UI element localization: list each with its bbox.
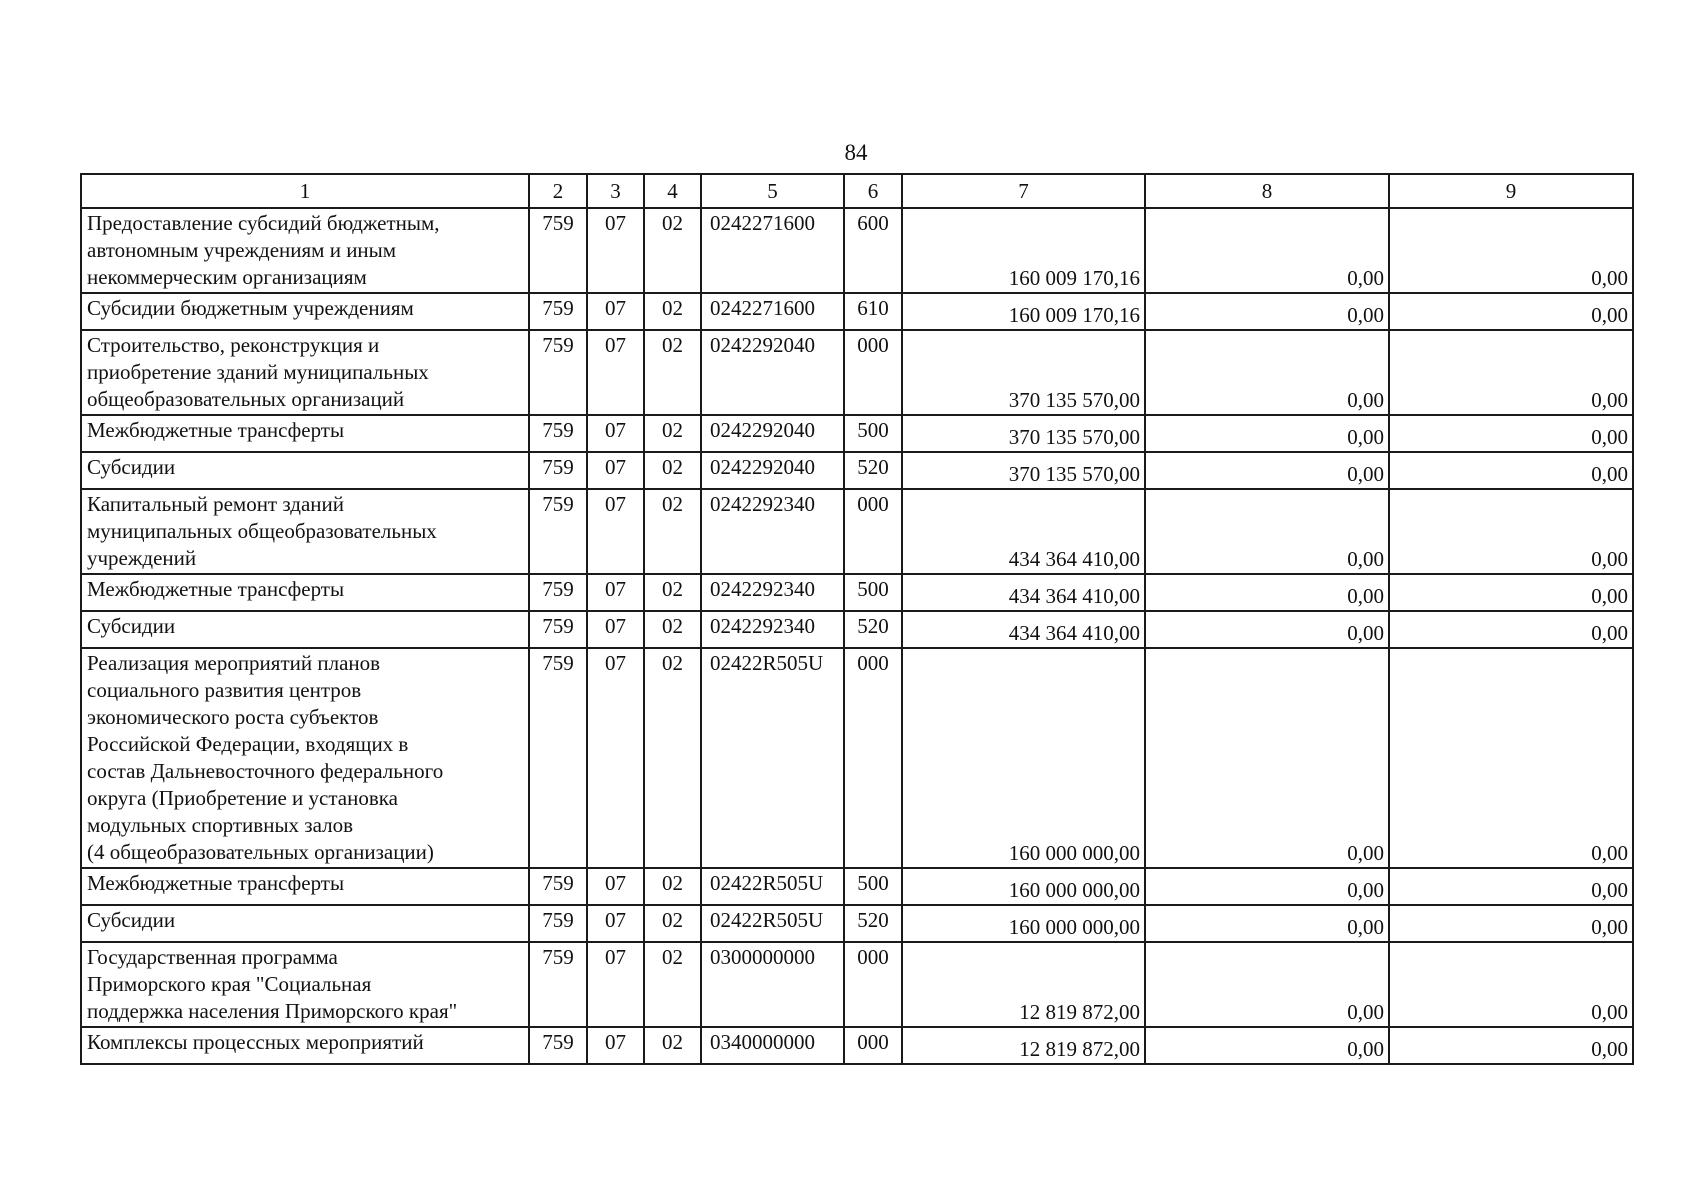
row-name-cell: Межбюджетные трансферты [81,868,529,905]
amount-col9-cell: 0,00 [1389,293,1633,330]
section-cell: 07 [587,489,644,574]
column-header: 3 [587,174,644,208]
target-article-cell: 02422R505U [701,905,844,942]
admin-code-cell: 759 [529,942,587,1027]
admin-code-cell: 759 [529,489,587,574]
amount-col9-cell: 0,00 [1389,489,1633,574]
row-name-cell: Государственная программа Приморского края "Социальная поддержка населения Приморского края" [81,942,529,1027]
admin-code-cell: 759 [529,611,587,648]
row-name-cell: Субсидии [81,611,529,648]
expense-type-cell: 520 [844,905,902,942]
page-number: 84 [844,140,868,165]
admin-code-cell: 759 [529,293,587,330]
amount-col9-cell: 0,00 [1389,611,1633,648]
table-row [81,415,1633,452]
expense-type-cell: 520 [844,611,902,648]
table-row [81,452,1633,489]
subsection-cell: 02 [644,868,701,905]
amount-col9-cell: 0,00 [1389,574,1633,611]
row-name-cell: Межбюджетные трансферты [81,415,529,452]
amount-col7-cell: 160 000 000,00 [902,648,1145,868]
amount-col7-cell: 370 135 570,00 [902,330,1145,415]
subsection-cell: 02 [644,1027,701,1064]
row-name-cell: Комплексы процессных мероприятий [81,1027,529,1064]
admin-code-cell: 759 [529,208,587,293]
target-article-cell: 0242292340 [701,611,844,648]
amount-col9-cell: 0,00 [1389,905,1633,942]
target-article-cell: 0242271600 [701,208,844,293]
amount-col9-cell: 0,00 [1389,208,1633,293]
target-article-cell: 02422R505U [701,648,844,868]
section-cell: 07 [587,208,644,293]
table-row [81,648,1633,868]
column-header: 4 [644,174,701,208]
table-row [81,1027,1633,1064]
admin-code-cell: 759 [529,415,587,452]
amount-col7-cell: 12 819 872,00 [902,1027,1145,1064]
amount-col8-cell: 0,00 [1145,648,1389,868]
amount-col7-cell: 370 135 570,00 [902,452,1145,489]
target-article-cell: 0242292340 [701,574,844,611]
subsection-cell: 02 [644,489,701,574]
admin-code-cell: 759 [529,330,587,415]
row-name-cell: Предоставление субсидий бюджетным, автономным учреждениям и иным некоммерческим организациям [81,208,529,293]
table-row [81,942,1633,1027]
row-name-cell: Строительство, реконструкция и приобретение зданий муниципальных общеобразовательных организаций [81,330,529,415]
section-cell: 07 [587,611,644,648]
section-cell: 07 [587,574,644,611]
target-article-cell: 02422R505U [701,868,844,905]
amount-col9-cell: 0,00 [1389,942,1633,1027]
budget-table [80,173,1634,1065]
amount-col8-cell: 0,00 [1145,452,1389,489]
section-cell: 07 [587,293,644,330]
admin-code-cell: 759 [529,868,587,905]
amount-col8-cell: 0,00 [1145,489,1389,574]
section-cell: 07 [587,452,644,489]
amount-col7-cell: 160 009 170,16 [902,293,1145,330]
admin-code-cell: 759 [529,452,587,489]
amount-col8-cell: 0,00 [1145,905,1389,942]
section-cell: 07 [587,330,644,415]
column-header: 8 [1145,174,1389,208]
column-header: 6 [844,174,902,208]
subsection-cell: 02 [644,905,701,942]
expense-type-cell: 000 [844,648,902,868]
amount-col8-cell: 0,00 [1145,415,1389,452]
target-article-cell: 0242292340 [701,489,844,574]
amount-col7-cell: 434 364 410,00 [902,489,1145,574]
column-header: 7 [902,174,1145,208]
column-header: 1 [81,174,529,208]
amount-col7-cell: 370 135 570,00 [902,415,1145,452]
amount-col9-cell: 0,00 [1389,415,1633,452]
amount-col7-cell: 160 000 000,00 [902,905,1145,942]
amount-col7-cell: 434 364 410,00 [902,574,1145,611]
subsection-cell: 02 [644,293,701,330]
target-article-cell: 0242292040 [701,330,844,415]
amount-col8-cell: 0,00 [1145,942,1389,1027]
expense-type-cell: 000 [844,330,902,415]
table-row [81,574,1633,611]
section-cell: 07 [587,415,644,452]
amount-col8-cell: 0,00 [1145,868,1389,905]
amount-col9-cell: 0,00 [1389,648,1633,868]
row-name-cell: Субсидии [81,905,529,942]
subsection-cell: 02 [644,330,701,415]
expense-type-cell: 000 [844,942,902,1027]
amount-col8-cell: 0,00 [1145,293,1389,330]
section-cell: 07 [587,1027,644,1064]
amount-col9-cell: 0,00 [1389,452,1633,489]
amount-col9-cell: 0,00 [1389,868,1633,905]
subsection-cell: 02 [644,942,701,1027]
subsection-cell: 02 [644,611,701,648]
expense-type-cell: 500 [844,415,902,452]
column-header: 2 [529,174,587,208]
expense-type-cell: 600 [844,208,902,293]
amount-col9-cell: 0,00 [1389,1027,1633,1064]
header-row [81,174,1633,208]
subsection-cell: 02 [644,648,701,868]
target-article-cell: 0340000000 [701,1027,844,1064]
amount-col8-cell: 0,00 [1145,1027,1389,1064]
table-row [81,868,1633,905]
amount-col7-cell: 12 819 872,00 [902,942,1145,1027]
admin-code-cell: 759 [529,905,587,942]
table-row [81,330,1633,415]
subsection-cell: 02 [644,574,701,611]
expense-type-cell: 000 [844,1027,902,1064]
expense-type-cell: 520 [844,452,902,489]
admin-code-cell: 759 [529,648,587,868]
target-article-cell: 0242292040 [701,415,844,452]
expense-type-cell: 610 [844,293,902,330]
column-header: 5 [701,174,844,208]
table-row [81,905,1633,942]
table-row [81,611,1633,648]
subsection-cell: 02 [644,208,701,293]
expense-type-cell: 500 [844,868,902,905]
expense-type-cell: 500 [844,574,902,611]
row-name-cell: Реализация мероприятий планов социального развития центров экономического роста субъектов Российской Федерации, входящих в состав Дальневосточного федерального округа (Приобретение и установка модульных спортивных залов (4 общеобразовательных организации) [81,648,529,868]
subsection-cell: 02 [644,415,701,452]
column-header: 9 [1389,174,1633,208]
amount-col8-cell: 0,00 [1145,208,1389,293]
admin-code-cell: 759 [529,574,587,611]
amount-col7-cell: 160 000 000,00 [902,868,1145,905]
amount-col9-cell: 0,00 [1389,330,1633,415]
target-article-cell: 0242292040 [701,452,844,489]
target-article-cell: 0242271600 [701,293,844,330]
expense-type-cell: 000 [844,489,902,574]
amount-col7-cell: 160 009 170,16 [902,208,1145,293]
row-name-cell: Межбюджетные трансферты [81,574,529,611]
section-cell: 07 [587,648,644,868]
subsection-cell: 02 [644,452,701,489]
row-name-cell: Субсидии [81,452,529,489]
amount-col8-cell: 0,00 [1145,574,1389,611]
admin-code-cell: 759 [529,1027,587,1064]
amount-col8-cell: 0,00 [1145,330,1389,415]
target-article-cell: 0300000000 [701,942,844,1027]
table-row [81,293,1633,330]
amount-col7-cell: 434 364 410,00 [902,611,1145,648]
table-row [81,489,1633,574]
amount-col8-cell: 0,00 [1145,611,1389,648]
section-cell: 07 [587,905,644,942]
section-cell: 07 [587,868,644,905]
section-cell: 07 [587,942,644,1027]
row-name-cell: Субсидии бюджетным учреждениям [81,293,529,330]
table-row [81,208,1633,293]
row-name-cell: Капитальный ремонт зданий муниципальных общеобразовательных учреждений [81,489,529,574]
